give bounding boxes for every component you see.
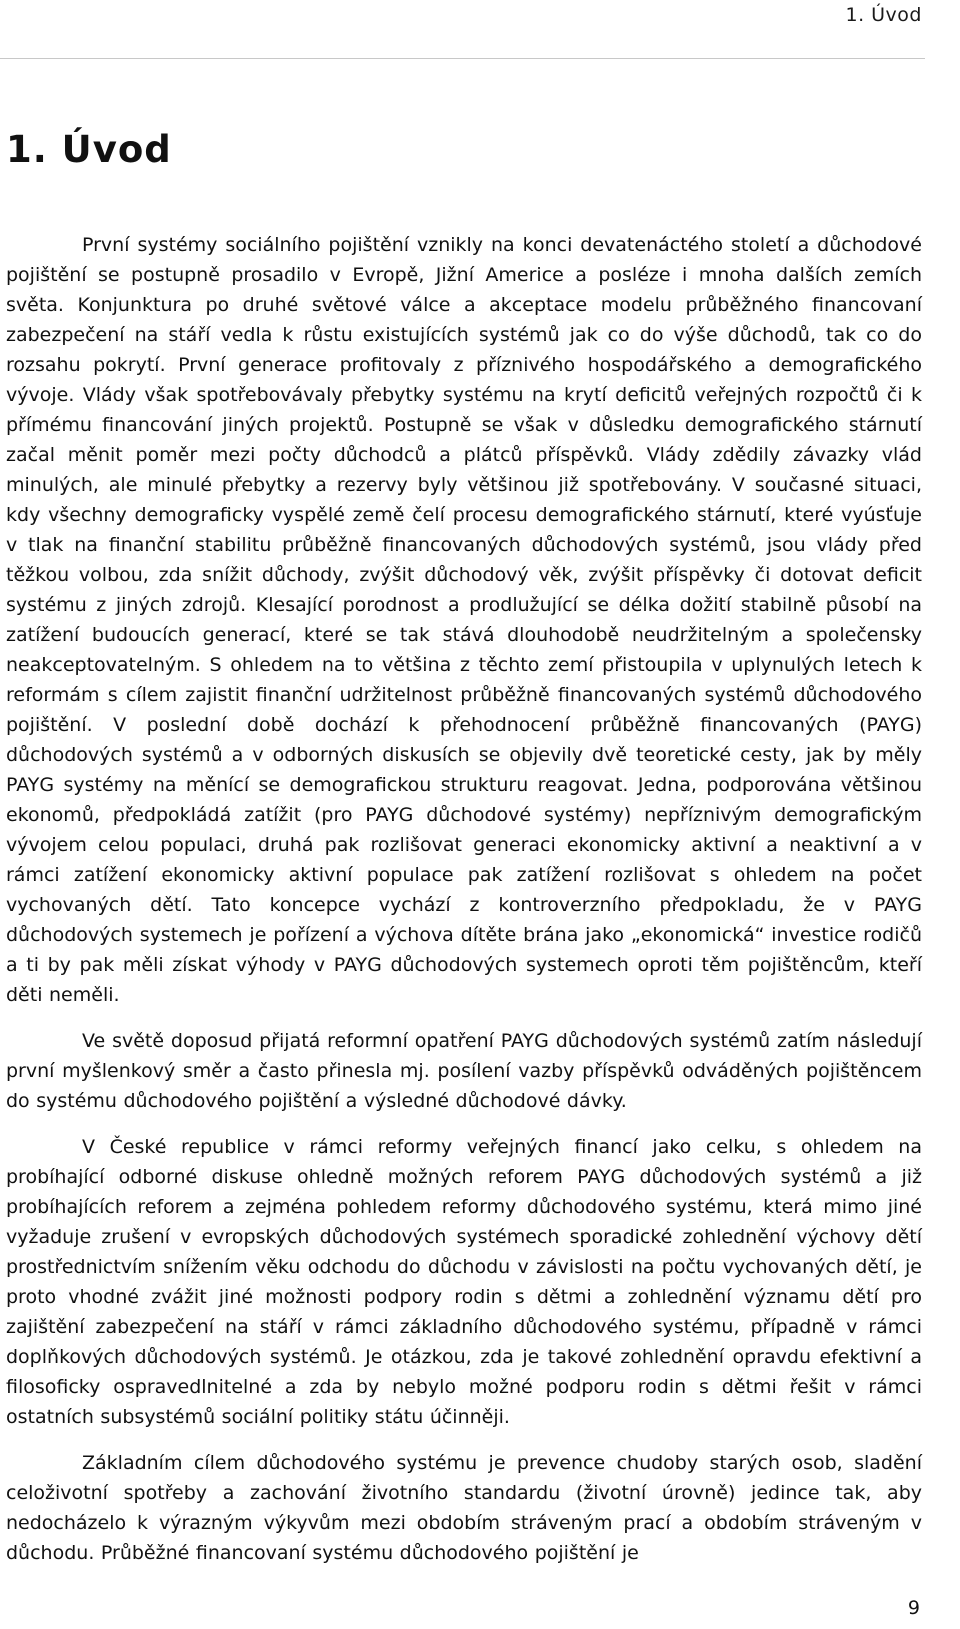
paragraph-czech-republic: V České republice v rámci reformy veřejných financí jako celku, s ohledem na probíhající odborné diskuse ohledně možných reforem PAYG důchodových systémů a již probíhajících reforem a zejména pohledem reformy důchodového systému, která mimo jiné vyžaduje zrušení v evropských důchodových systémech sporadické zohlednění výchovy dětí prostřednictvím snížením věku odchodu do důchodu v závislosti na počtu vychovaných dětí, je proto vhodné zvážit jiné možnosti podpory rodin s dětmi a zohlednění významu dětí pro zajištění zabezpečení na stáří v rámci základního důchodového systému, případně v rámci doplňkových důchodových systémů. Je otázkou, zda je takové zohlednění opravdu efektivní a filosoficky ospravedlnitelné a zda by nebylo možné podporu rodin s dětmi řešit v rámci ostatních subsystémů sociální politiky státu účinněji. — [6, 1136, 922, 1428]
paragraph-reforms-abroad: Ve světě doposud přijatá reformní opatření PAYG důchodových systémů zatím následují první myšlenkový směr a často přinesla mj. posílení vazby příspěvků odváděných pojištěncem do systému důchodového pojištění a výsledné důchodové dávky. — [6, 1030, 922, 1112]
chapter-title: 1. Úvod — [6, 128, 172, 171]
body-text — [6, 230, 922, 1568]
paragraph-pension-goals: Základním cílem důchodového systému je prevence chudoby starých osob, sladění celoživotní spotřeby a zachování životního standardu (životní úrovně) jedince tak, aby nedocházelo k výrazným výkyvům mezi obdobím stráveným prací a obdobím stráveným v důchodu. Průběžné financovaní systému důchodového pojištění je — [6, 1452, 922, 1564]
paragraph-intro: První systémy sociálního pojištění vznikly na konci devatenáctého století a důchodové pojištění se postupně prosadilo v Evropě, Jižní Americe a posléze i mnoha dalších zemích světa. Konjunktura po druhé světové válce a akceptace modelu průběžného financovaní zabezpečení na stáří vedla k růstu existujících systémů jak co do výše důchodů, tak co do rozsahu pokrytí. První generace profitovaly z příznivého hospodářského a demografického vývoje. Vlády však spotřebovávaly přebytky systému na krytí deficitů veřejných rozpočtů či k přímému financování jiných projektů. Postupně se však v důsledku demografického stárnutí začal měnit poměr mezi počty důchodců a plátců příspěvků. Vlády zdědily závazky vlád minulých, ale minulé přebytky a rezervy byly většinou již spotřebovány. V současné situaci, kdy všechny demograficky vyspělé země čelí procesu demografického stárnutí, které vyúsťuje v tlak na finanční stabilitu průběžně financovaných důchodových systémů, jsou vlády před těžkou volbou, zda snížit důchody, zvýšit důchodový věk, zvýšit příspěvky či dotovat deficit systému z jiných zdrojů. Klesající porodnost a prodlužující se délka dožití stabilně působí na zatížení budoucích generací, které se tak stává dlouhodobě neudržitelným a společensky neakceptovatelným. S ohledem na to většina z těchto zemí přistoupila v uplynulých letech k reformám s cílem zajistit finanční udržitelnost průběžně financovaných systémů důchodového pojištění. V poslední době dochází k přehodnocení průběžně financovaných (PAYG) důchodových systémů a v odborných diskusích se objevily dvě teoretické cesty, jak by měly PAYG systémy na měnící se demografickou strukturu reagovat. Jedna, podporována většinou ekonomů, předpokládá zatížit (pro PAYG důchodové systémy) nepříznivým demografickým vývojem celou populaci, druhá pak rozlišovat generaci ekonomicky aktivní a neaktivní a v rámci zatížení ekonomicky aktivní populace pak zatížení rozlišovat s ohledem na počet vychovaných dětí. Tato koncepce vychází z kontroverzního předpokladu, že v PAYG důchodových systemech je pořízení a výchova dítěte brána jako „ekonomická“ investice rodičů a ti by pak měli získat výhody v PAYG důchodových systemech oproti těm pojištěncům, kteří děti neměli. — [6, 234, 922, 1006]
page-number: 9 — [907, 1597, 920, 1619]
header-divider — [0, 58, 925, 59]
running-header: 1. Úvod — [845, 4, 922, 26]
